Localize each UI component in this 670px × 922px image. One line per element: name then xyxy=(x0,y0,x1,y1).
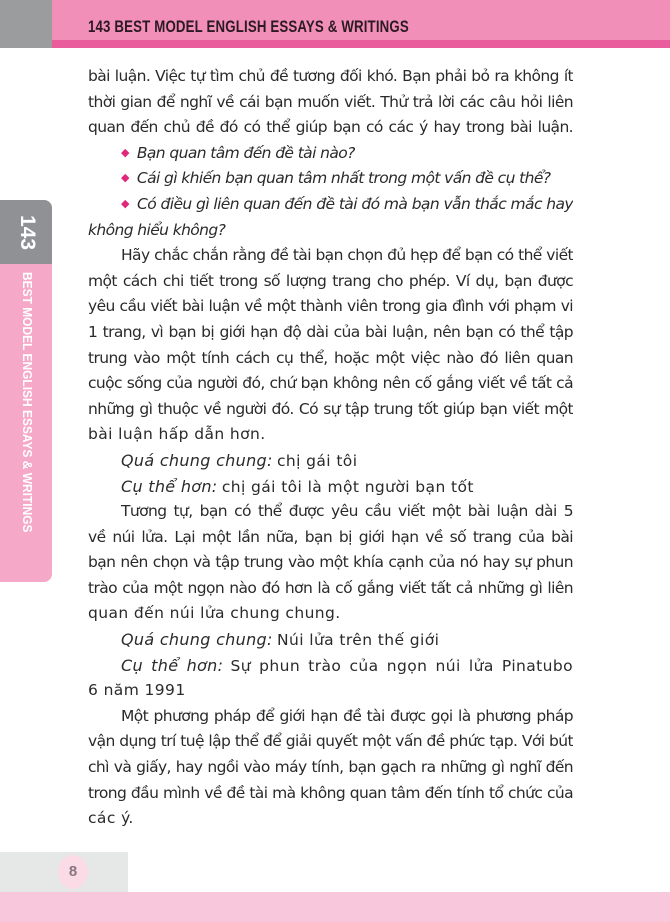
example-line xyxy=(88,653,573,679)
side-tab-title: BEST MODEL ENGLISH ESSAYS & WRITINGS xyxy=(20,272,35,533)
line-text: Một phương pháp để giới hạn đề tài được gọi là phương pháp xyxy=(121,706,573,725)
example-line xyxy=(88,474,573,500)
text-line xyxy=(88,550,573,576)
text-line xyxy=(88,64,573,90)
line-text: những gì thuộc về người đó. Có sự tập trung tốt giúp bạn viết một xyxy=(88,399,573,418)
line-text: vận dụng trí tuệ lập thể để giải quyết một vấn đề phức tạp. Với bút xyxy=(88,732,573,751)
text-line xyxy=(88,218,573,244)
side-thumb-tab xyxy=(0,200,52,582)
line-text: Sự phun trào của ngọn núi lửa Pinatubo xyxy=(230,656,573,675)
line-text: các ý. xyxy=(88,809,134,828)
example-label: Cụ thể hơn: xyxy=(121,476,218,496)
text-line xyxy=(88,320,573,346)
example-line xyxy=(88,448,573,474)
line-text: cuộc sống của người đó, chứ bạn không nên cố gắng viết về tất cả xyxy=(88,374,573,393)
header-stripe xyxy=(52,40,670,48)
line-text: trong đầu mình về đề tài mà không quan tâm đến tính tổ chức của xyxy=(88,783,573,802)
line-text: yêu cầu viết bài luận về một thành viên trong gia đình với phạm vi xyxy=(88,297,573,316)
text-line xyxy=(88,806,573,832)
line-text: chị gái tôi xyxy=(276,451,358,470)
line-text: bài luận hấp dẫn hơn. xyxy=(88,425,266,444)
line-text: quan đến núi lửa chung chung. xyxy=(88,604,341,623)
text-line xyxy=(88,704,573,730)
header-gray-block xyxy=(0,0,52,48)
line-text: trung vào một tính cách cụ thể, hoặc một việc nào đó liên quan xyxy=(88,348,573,367)
line-text: chì và giấy, hay ngồi vào máy tính, bạn gạch ra những gì nghĩ đến xyxy=(88,758,573,777)
line-text: bạn nên chọn và tập trung vào một khía cạnh của nó hay sự phun xyxy=(88,553,573,572)
text-line xyxy=(88,499,573,525)
line-text: về núi lửa. Lại một lần nữa, bạn bị giới hạn về số trang của bài xyxy=(88,527,573,546)
bullet-question xyxy=(88,192,573,218)
diamond-bullet-icon: ◆ xyxy=(121,145,129,159)
bullet-question xyxy=(88,166,573,192)
line-text: 1 trang, vì bạn bị giới hạn độ dài của bài luận, nên bạn có thể tập xyxy=(88,322,573,341)
line-text: bài luận. Việc tự tìm chủ đề tương đối khó. Bạn phải bỏ ra không ít xyxy=(88,67,573,85)
running-header-title: 143 BEST MODEL ENGLISH ESSAYS & WRITINGS xyxy=(88,17,409,36)
line-text: Tương tự, bạn có thể được yêu cầu viết một bài luận dài 5 xyxy=(121,502,573,521)
footer-band xyxy=(0,892,670,922)
example-label: Quá chung chung: xyxy=(121,450,273,470)
line-text: 6 năm 1991 xyxy=(88,681,186,700)
text-line xyxy=(88,90,573,116)
diamond-bullet-icon: ◆ xyxy=(121,171,129,185)
line-text: Cái gì khiến bạn quan tâm nhất trong một vấn đề cụ thể? xyxy=(136,169,551,188)
text-line xyxy=(88,346,573,372)
line-text: chị gái tôi là một người bạn tốt xyxy=(221,477,474,496)
line-text: quan đến chủ đề đó có thể giúp bạn có các ý hay trong bài luận. xyxy=(88,118,573,137)
bullet-question xyxy=(88,141,573,167)
text-line xyxy=(88,729,573,755)
example-label: Cụ thể hơn: xyxy=(121,655,224,675)
text-line xyxy=(88,294,573,320)
text-line xyxy=(88,755,573,781)
line-text: Núi lửa trên thế giới xyxy=(276,631,440,650)
text-line xyxy=(88,422,573,448)
line-text: Có điều gì liên quan đến đề tài đó mà bạn vẫn thắc mắc hay xyxy=(136,194,573,213)
line-text: không hiểu không? xyxy=(88,220,226,239)
text-line xyxy=(88,601,573,627)
text-line xyxy=(88,781,573,807)
line-text: trào của một ngọn nào đó hơn là cố gắng viết tất cả những gì liên xyxy=(88,578,573,597)
line-text: một cách chi tiết trong số lượng trang cho phép. Ví dụ, bạn được xyxy=(88,271,573,290)
text-line xyxy=(88,115,573,141)
text-line xyxy=(88,397,573,423)
text-line xyxy=(88,576,573,602)
text-line xyxy=(88,371,573,397)
text-line xyxy=(88,525,573,551)
page-number: 8 xyxy=(58,855,88,889)
side-tab-number: 143 xyxy=(16,215,39,251)
diamond-bullet-icon: ◆ xyxy=(121,196,129,210)
text-line xyxy=(88,678,573,704)
page-body-text xyxy=(88,64,573,832)
line-text: thời gian để nghĩ về cái bạn muốn viết. Thử trả lời các câu hỏi liên xyxy=(88,92,573,111)
example-line xyxy=(88,627,573,653)
line-text: Bạn quan tâm đến đề tài nào? xyxy=(136,143,355,162)
example-label: Quá chung chung: xyxy=(121,630,273,650)
line-text: Hãy chắc chắn rằng đề tài bạn chọn đủ hẹp để bạn có thể viết xyxy=(121,246,573,265)
text-line xyxy=(88,243,573,269)
text-line xyxy=(88,269,573,295)
